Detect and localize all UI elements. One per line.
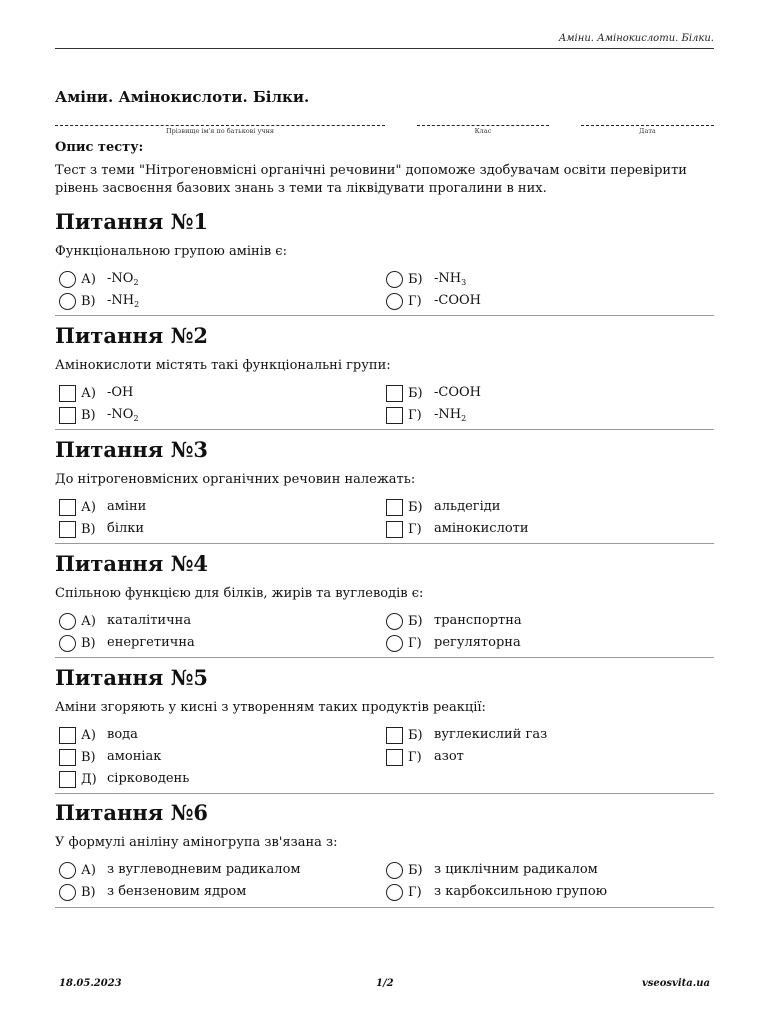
option-text [434, 749, 464, 765]
footer-page-number: 1/2 [376, 978, 394, 989]
option-text [107, 521, 144, 537]
header-divider [55, 48, 714, 49]
option-main-text: каталітична [107, 613, 192, 628]
checkbox[interactable] [386, 749, 403, 766]
footer-date: 18.05.2023 [59, 978, 122, 989]
student-name-field[interactable] [55, 117, 385, 135]
question-6 [55, 800, 714, 908]
class-field[interactable] [417, 117, 549, 135]
checkbox[interactable] [59, 749, 76, 766]
option-main-text: транспортна [434, 613, 522, 628]
answer-option[interactable] [382, 269, 466, 289]
option-letter: Г) [408, 407, 422, 423]
option-letter: Б) [408, 862, 423, 878]
date-field[interactable] [581, 117, 714, 135]
option-letter: А) [81, 727, 96, 743]
option-text [107, 635, 195, 651]
option-letter: Г) [408, 635, 422, 651]
option-text [107, 293, 139, 309]
footer-site: vseosvita.ua [641, 978, 710, 989]
option-letter: А) [81, 271, 96, 287]
answer-option[interactable] [382, 882, 607, 902]
option-letter: Б) [408, 271, 423, 287]
answer-option[interactable] [55, 497, 146, 517]
checkbox[interactable] [59, 385, 76, 402]
option-main-text: -NO [107, 407, 134, 422]
option-letter: Б) [408, 727, 423, 743]
radio-button[interactable] [59, 271, 76, 288]
answer-option[interactable] [55, 519, 144, 539]
option-text [434, 635, 521, 651]
worksheet-page [55, 0, 714, 1024]
option-letter: А) [81, 499, 96, 515]
option-letter: Б) [408, 385, 423, 401]
option-text [434, 521, 529, 537]
checkbox[interactable] [386, 521, 403, 538]
option-text [434, 271, 466, 287]
class-line [417, 117, 549, 126]
answer-option[interactable] [55, 860, 301, 880]
radio-button[interactable] [386, 884, 403, 901]
option-main-text: -NH [434, 407, 462, 422]
option-text [107, 862, 301, 878]
option-main-text: з карбоксильною групою [434, 884, 608, 899]
question-text: Функціональною групою амінів є: [55, 244, 287, 259]
option-letter: Б) [408, 613, 423, 629]
option-main-text: азот [434, 749, 464, 764]
option-main-text: -COOH [434, 293, 481, 308]
option-letter: В) [81, 293, 96, 309]
option-main-text: -NH [434, 271, 462, 286]
option-main-text: білки [107, 521, 145, 536]
question-3 [55, 437, 714, 544]
question-5 [55, 665, 714, 794]
option-text [434, 613, 522, 629]
checkbox[interactable] [59, 727, 76, 744]
option-letter: В) [81, 884, 96, 900]
answer-option[interactable] [382, 633, 521, 653]
question-title: Питання №6 [55, 800, 209, 825]
answer-option[interactable] [55, 633, 195, 653]
question-4 [55, 551, 714, 658]
checkbox[interactable] [386, 385, 403, 402]
option-text [434, 862, 598, 878]
option-main-text: регуляторна [434, 635, 521, 650]
option-text [434, 407, 466, 423]
option-main-text: вода [107, 727, 138, 742]
description-text: Тест з теми "Нітрогеновмісні органічні речовини" допоможе здобувачам освіти перевірити рівень засвоєння базових знань з теми та ліквідувати прогалини в них. [55, 163, 687, 196]
student-name-caption: Прізвище ім'я по батькові учня [165, 127, 275, 135]
option-text [434, 499, 500, 515]
option-text [107, 727, 138, 743]
option-subscript: 3 [461, 278, 467, 287]
option-subscript: 2 [461, 414, 467, 423]
option-letter: Г) [408, 521, 422, 537]
option-letter: В) [81, 521, 96, 537]
checkbox[interactable] [386, 727, 403, 744]
question-text: У формулі аніліну аміногрупа зв'язана з: [55, 835, 338, 850]
radio-button[interactable] [59, 293, 76, 310]
option-main-text: амінокислоти [434, 521, 529, 536]
option-letter: В) [81, 407, 96, 423]
option-text [434, 385, 481, 401]
option-letter: Г) [408, 293, 422, 309]
option-main-text: -NO [107, 271, 134, 286]
question-title: Питання №2 [55, 323, 209, 348]
option-subscript: 2 [134, 300, 140, 309]
option-main-text: енергетична [107, 635, 195, 650]
checkbox[interactable] [59, 771, 76, 788]
radio-button[interactable] [386, 293, 403, 310]
running-header: Аміни. Амінокислоти. Білки. [558, 33, 714, 44]
answer-option[interactable] [55, 291, 139, 311]
option-main-text: з вуглеводневим радикалом [107, 862, 301, 877]
document-title: Аміни. Амінокислоти. Білки. [55, 88, 310, 106]
option-letter: Д) [81, 771, 97, 787]
option-letter: А) [81, 385, 96, 401]
checkbox[interactable] [59, 499, 76, 516]
option-letter: В) [81, 749, 96, 765]
checkbox[interactable] [386, 407, 403, 424]
option-letter: А) [81, 862, 96, 878]
option-text [107, 749, 161, 765]
answer-option[interactable] [382, 291, 481, 311]
answer-option[interactable] [382, 611, 522, 631]
radio-button[interactable] [386, 271, 403, 288]
answer-option[interactable] [55, 725, 138, 745]
answer-option[interactable] [55, 747, 161, 767]
option-text [434, 884, 607, 900]
option-main-text: амоніак [107, 749, 162, 764]
option-text [107, 884, 246, 900]
option-main-text: сірководень [107, 771, 190, 786]
question-1 [55, 209, 714, 316]
option-text [107, 613, 191, 629]
question-title: Питання №1 [55, 209, 209, 234]
question-text: Аміни згоряють у кисні з утворенням таких продуктів реакції: [55, 700, 486, 715]
option-letter: Г) [408, 749, 422, 765]
answer-option[interactable] [55, 269, 139, 289]
option-letter: В) [81, 635, 96, 651]
option-letter: Б) [408, 499, 423, 515]
option-main-text: з бензеновим ядром [107, 884, 247, 899]
radio-button[interactable] [386, 862, 403, 879]
answer-option[interactable] [55, 383, 133, 403]
description-label: Опис тесту: [55, 140, 144, 155]
question-text: Амінокислоти містять такі функціональні групи: [55, 358, 391, 373]
option-letter: А) [81, 613, 96, 629]
question-title: Питання №5 [55, 665, 209, 690]
option-text [107, 499, 146, 515]
answer-option[interactable] [55, 769, 189, 789]
question-text: До нітрогеновмісних органічних речовин належать: [55, 472, 416, 487]
checkbox[interactable] [386, 499, 403, 516]
radio-button[interactable] [59, 613, 76, 630]
option-main-text: -COOH [434, 385, 481, 400]
student-name-line [55, 117, 385, 126]
answer-option[interactable] [382, 860, 598, 880]
option-text [107, 385, 133, 401]
class-caption: Клас [474, 127, 492, 135]
radio-button[interactable] [386, 635, 403, 652]
option-main-text: -OH [107, 385, 134, 400]
option-main-text: вуглекислий газ [434, 727, 548, 742]
option-main-text: аміни [107, 499, 147, 514]
question-title: Питання №3 [55, 437, 209, 462]
option-main-text: -NH [107, 293, 135, 308]
radio-button[interactable] [59, 884, 76, 901]
option-text [107, 771, 189, 787]
radio-button[interactable] [59, 635, 76, 652]
answer-option[interactable] [382, 747, 464, 767]
answer-option[interactable] [55, 405, 139, 425]
question-title: Питання №4 [55, 551, 209, 576]
checkbox[interactable] [59, 521, 76, 538]
question-2 [55, 323, 714, 430]
option-text [107, 271, 139, 287]
option-letter: Г) [408, 884, 422, 900]
option-text [434, 293, 481, 309]
option-text [434, 727, 547, 743]
answer-option[interactable] [55, 882, 246, 902]
checkbox[interactable] [59, 407, 76, 424]
answer-option[interactable] [382, 405, 466, 425]
answer-option[interactable] [382, 725, 547, 745]
answer-option[interactable] [55, 611, 191, 631]
radio-button[interactable] [386, 613, 403, 630]
date-caption: Дата [639, 127, 656, 135]
option-subscript: 2 [133, 278, 139, 287]
option-main-text: з циклічним радикалом [434, 862, 598, 877]
answer-option[interactable] [382, 519, 529, 539]
option-text [107, 407, 139, 423]
answer-option[interactable] [382, 497, 500, 517]
question-text: Спільною функцією для білків, жирів та вуглеводів є: [55, 586, 424, 601]
radio-button[interactable] [59, 862, 76, 879]
option-main-text: альдегіди [434, 499, 501, 514]
signature-row [55, 117, 714, 141]
option-subscript: 2 [133, 414, 139, 423]
date-line [581, 117, 714, 126]
answer-option[interactable] [382, 383, 481, 403]
